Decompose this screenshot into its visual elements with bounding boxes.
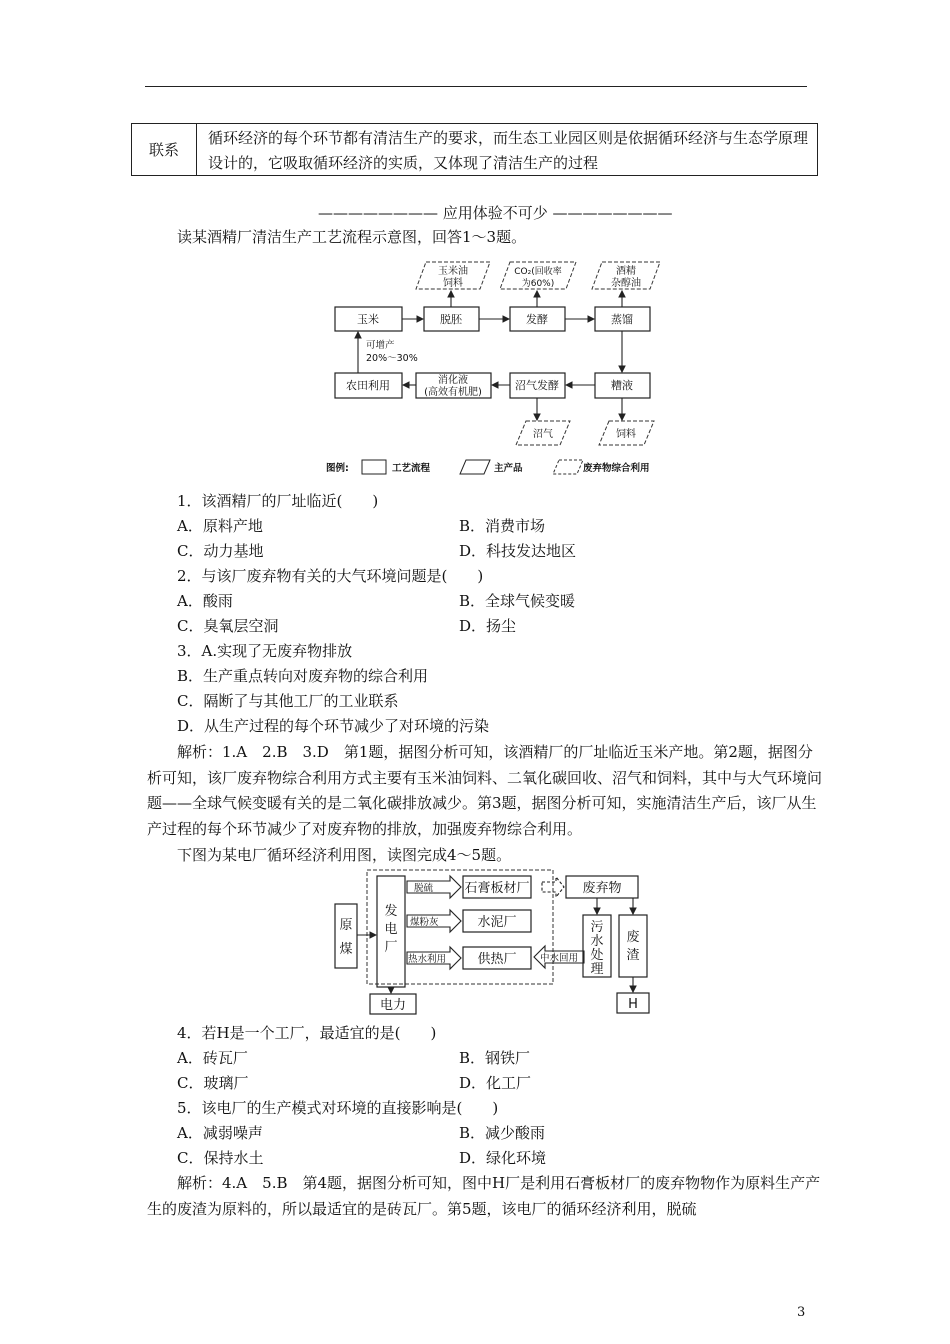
fusel-label: 杂醇油 [611, 278, 641, 289]
q4-stem: 4．若H是一个工厂，最适宜的是( ) [177, 1024, 437, 1042]
increase-range-label: 20%～30% [366, 353, 418, 364]
q3-option-a: 3．A.实现了无废弃物排放 [177, 642, 353, 660]
h-label: H [628, 997, 638, 1012]
flyash-label: 煤粉灰 [410, 917, 439, 928]
plant-label-3: 厂 [384, 940, 398, 955]
q1-option-d: D．科技发达地区 [459, 542, 577, 560]
q1-option-a: A．原料产地 [177, 517, 263, 535]
cement-label: 水泥厂 [477, 915, 517, 930]
q5-option-c: C．保持水土 [177, 1149, 264, 1167]
feed-label: 饲料 [616, 429, 636, 440]
sewage-label-3: 处 [590, 948, 604, 963]
q3-option-c: C．隔断了与其他工厂的工业联系 [177, 692, 399, 710]
slag-label-1: 废 [626, 930, 640, 945]
farm-label: 农田利用 [346, 379, 390, 392]
q4-option-b: B．钢铁厂 [459, 1049, 531, 1067]
coal-label-1: 原 [339, 918, 353, 933]
analysis-1: 解析：1.A 2.B 3.D 第1题，据图分析可知，该酒精厂的厂址临近玉米产地。第2题，据图分析可知，该厂废弃物综合利用方式主要有玉米油饲料、二氧化碳回收、沼气和饲料，其中与大气环境问题——全球气候变暖有关的是二氧化碳排放减少。第3题，据图分析可知，实施清洁生产后，该厂从生产过程的每个环节减少了对废弃物的排放，加强废弃物综合利用。 [147, 743, 823, 838]
q5-option-a: A．减弱噪声 [177, 1124, 263, 1142]
alcohol-flow-diagram [320, 255, 670, 483]
corn-label: 玉米 [357, 313, 379, 326]
increase-label: 可增产 [366, 340, 395, 351]
svg-text:废弃物综合利用: 废弃物综合利用 [583, 463, 650, 474]
q2-stem: 2．与该厂废弃物有关的大气环境问题是( ) [177, 567, 484, 585]
hotwater-label: 热水利用 [408, 954, 447, 965]
reuse-label: 中水回用 [540, 953, 579, 964]
q5-option-d: D．绿化环境 [459, 1149, 547, 1167]
sewage-label-2: 水 [590, 934, 604, 949]
digest-label: 消化液 [438, 375, 468, 386]
page-number: 3 [797, 1305, 806, 1320]
heat-label: 供热厂 [477, 952, 517, 967]
q2-option-c: C．臭氧层空洞 [177, 617, 279, 635]
oil-feed-label: 饲料 [443, 278, 463, 289]
q2-option-a: A．酸雨 [177, 592, 233, 610]
q4-option-a: A．砖瓦厂 [177, 1049, 248, 1067]
slag-label-2: 渣 [626, 948, 640, 963]
plant-label-2: 电 [384, 922, 398, 937]
section-title: ———————— 应用体验不可少 ———————— [318, 204, 673, 222]
mash-label: 糟液 [611, 379, 633, 392]
q5-stem: 5．该电厂的生产模式对环境的直接影响是( ) [177, 1099, 499, 1117]
summary-table [131, 123, 818, 176]
ferment-label: 发酵 [526, 313, 548, 326]
biogas-label: 沼气 [533, 429, 553, 440]
sewage-label-4: 理 [590, 962, 604, 977]
q3-option-d: D．从生产过程的每个环节减少了对环境的污染 [177, 717, 490, 735]
legend [326, 460, 650, 474]
co2-rate-label: 为60%) [521, 279, 555, 289]
digest-sub-label: (高效有机肥) [424, 387, 482, 398]
q2-option-d: D．扬尘 [459, 617, 517, 635]
q5-option-b: B．减少酸雨 [459, 1124, 546, 1142]
q4-option-c: C．玻璃厂 [177, 1074, 249, 1092]
table-text: 循环经济的每个环节都有清洁生产的要求，而生态工业园区则是依据循环经济与生态学原理设计的，它吸取循环经济的实质，又体现了清洁生产的过程 [208, 129, 809, 172]
degerm-label: 脱胚 [440, 313, 462, 326]
table-label: 联系 [132, 124, 197, 175]
waste-label: 废弃物 [582, 881, 622, 896]
coal-box [335, 904, 357, 968]
header-rule [145, 86, 807, 87]
intro-2: 下图为某电厂循环经济利用图，读图完成4～5题。 [177, 846, 512, 864]
gypsum-label: 石膏板材厂 [464, 881, 530, 896]
distill-label: 蒸馏 [611, 313, 633, 326]
power-label: 电力 [379, 998, 407, 1013]
q1-option-c: C．动力基地 [177, 542, 264, 560]
intro-1: 读某酒精厂清洁生产工艺流程示意图，回答1～3题。 [177, 228, 527, 246]
desulf-label: 脱硫 [414, 883, 434, 894]
coal-label-2: 煤 [339, 942, 353, 957]
svg-text:工艺流程: 工艺流程 [392, 463, 431, 474]
plant-label-1: 发 [384, 904, 398, 919]
q2-option-b: B．全球气候变暖 [459, 592, 576, 610]
analysis-2: 解析：4.A 5.B 第4题，据图分析可知，图中H厂是利用石膏板材厂的废弃物物作为原料生产产生的废渣为原料的，所以最适宜的是砖瓦厂。第5题，该电厂的循环经济利用，脱硫 [147, 1174, 821, 1218]
biogas-ferm-label: 沼气发酵 [515, 379, 559, 392]
q1-option-b: B．消费市场 [459, 517, 546, 535]
power-plant-diagram [330, 867, 670, 1017]
q3-option-b: B．生产重点转向对废弃物的综合利用 [177, 667, 429, 685]
sewage-label-1: 污 [590, 920, 604, 935]
svg-text:主产品: 主产品 [494, 463, 523, 474]
slag-box [619, 915, 647, 977]
co2-label: CO₂(回收率 [514, 267, 562, 277]
q1-stem: 1．该酒精厂的厂址临近( ) [177, 492, 379, 510]
oil-label: 玉米油 [438, 266, 468, 277]
q4-option-d: D．化工厂 [459, 1074, 532, 1092]
alcohol-label: 酒精 [616, 266, 636, 277]
svg-text:图例:: 图例: [326, 463, 349, 474]
